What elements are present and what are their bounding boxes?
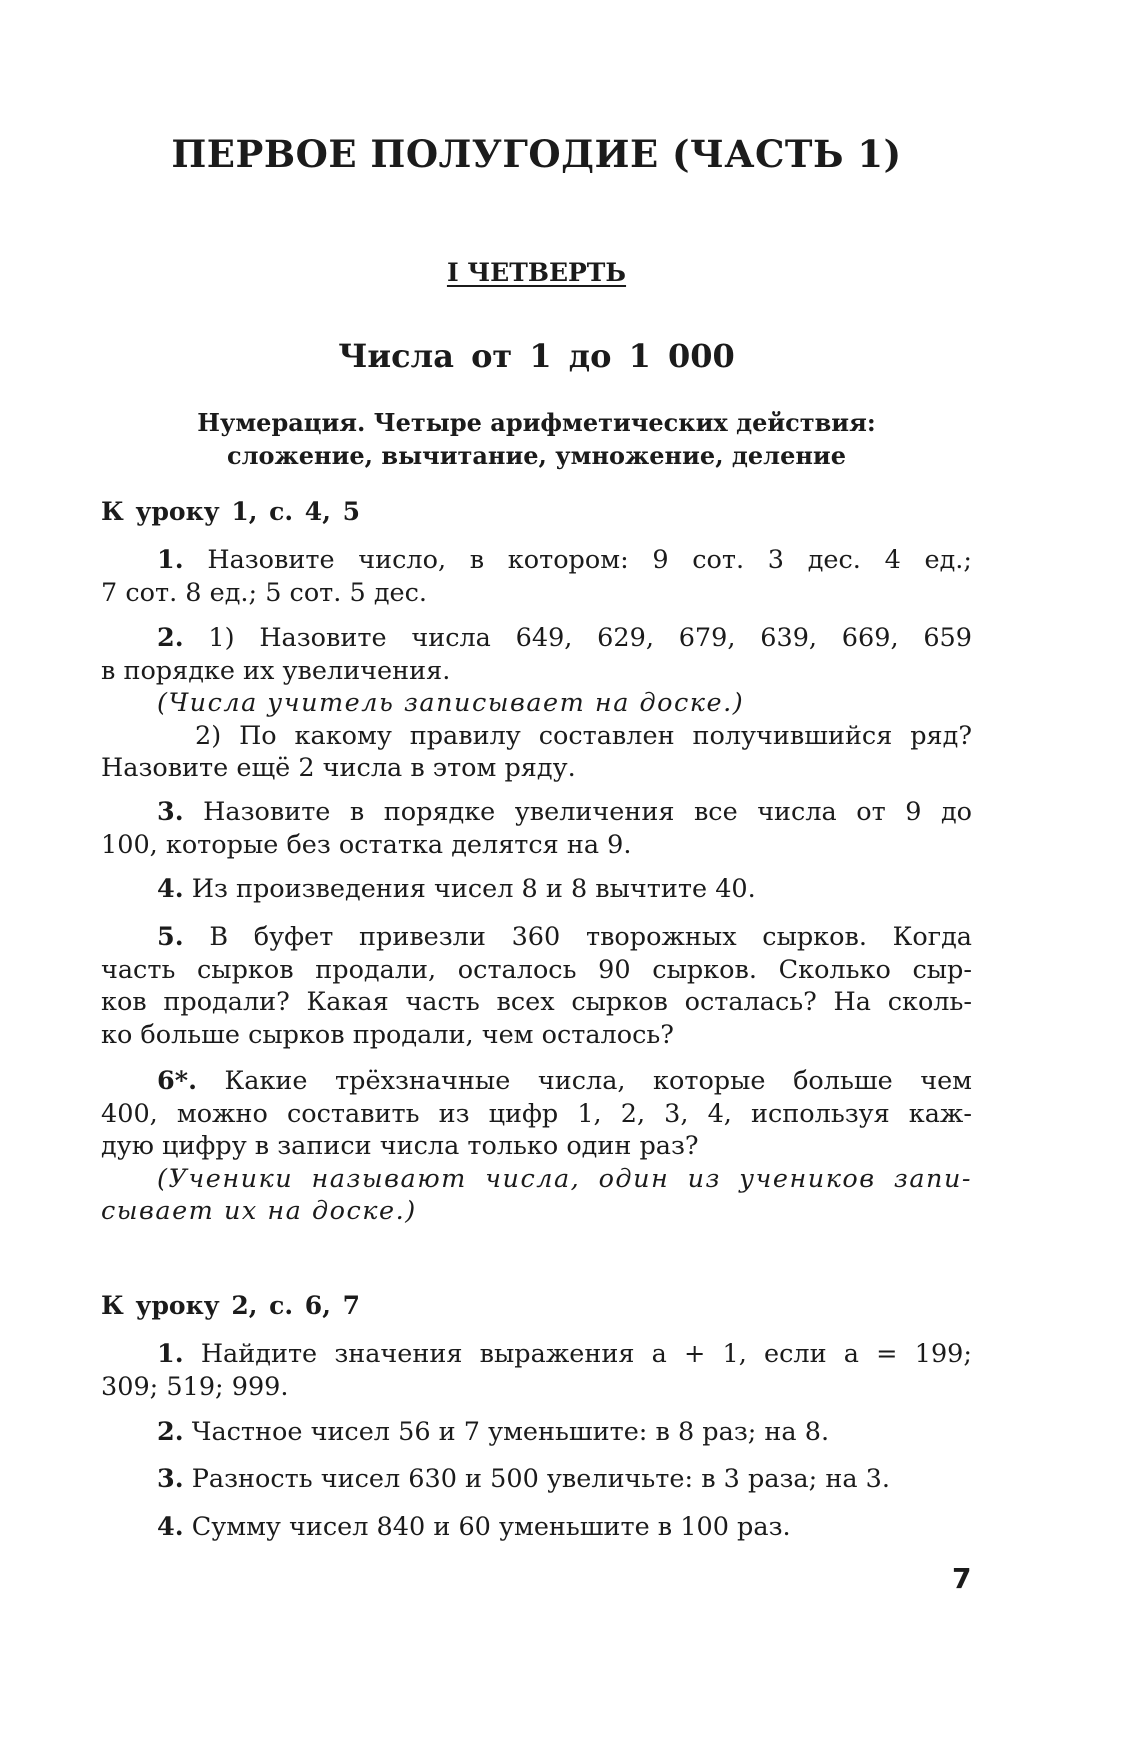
task-note: сывает их на доске.) <box>101 1196 417 1226</box>
task-line: 400, можно составить из цифр 1, 2, 3, 4, используя каж- <box>101 1098 972 1129</box>
task-number: 5. <box>157 922 184 952</box>
task-note: (Ученики называют числа, один из учеников запи- <box>157 1163 972 1194</box>
task-text: Какие трёхзначные числа, которые больше чем <box>224 1066 972 1096</box>
task-note: (Числа учитель записывает на доске.) <box>157 688 745 718</box>
task-line <box>101 1338 972 1371</box>
task-line <box>101 1511 972 1544</box>
task-line: Назовите ещё 2 числа в этом ряду. <box>101 753 576 783</box>
lesson-2-heading: К уроку 2, с. 6, 7 <box>101 1291 360 1320</box>
task-line <box>101 622 972 655</box>
task-text: Частное чисел 56 и 7 уменьшите: в 8 раз; на 8. <box>191 1417 830 1447</box>
lesson-1-task-2 <box>101 622 972 785</box>
lesson-2-task-3 <box>101 1463 972 1496</box>
task-line: дую цифру в записи числа только один раз? <box>101 1131 699 1161</box>
task-line <box>101 1065 972 1098</box>
task-line: в порядке их увеличения. <box>101 655 451 686</box>
task-text: Сумму чисел 840 и 60 уменьшите в 100 раз. <box>191 1512 791 1542</box>
lesson-1-heading: К уроку 1, с. 4, 5 <box>101 497 360 526</box>
task-number: 4. <box>157 1512 184 1542</box>
task-number: 1. <box>157 1339 184 1369</box>
task-line: ко больше сырков продали, чем осталось? <box>101 1019 674 1050</box>
quarter-label: I ЧЕТВЕРТЬ <box>446 258 627 287</box>
task-line <box>101 544 972 577</box>
task-text: Назовите число, в котором: 9 сот. 3 дес. 4 ед.; <box>207 545 973 575</box>
task-text: В буфет привезли 360 творожных сырков. Когда <box>209 922 972 952</box>
section-title: Числа от 1 до 1 000 <box>338 337 735 375</box>
task-line <box>101 873 972 906</box>
lesson-1-task-6 <box>101 1065 972 1228</box>
task-number: 3. <box>157 797 184 827</box>
task-number: 1. <box>157 545 184 575</box>
task-text: Назовите в порядке увеличения все числа от 9 до <box>203 797 972 827</box>
task-text: Найдите значения выражения а + 1, если а = 199; <box>200 1339 972 1369</box>
task-text: 1) Назовите числа 649, 629, 679, 639, 669, 659 <box>208 623 972 653</box>
lesson-1-task-4 <box>101 873 972 906</box>
task-number: 2. <box>157 1417 184 1447</box>
task-line: часть сырков продали, осталось 90 сырков. Сколько сыр- <box>101 954 972 985</box>
lesson-1-task-5 <box>101 921 972 1051</box>
task-line <box>101 796 972 829</box>
topic-heading <box>101 406 972 472</box>
task-text: Разность чисел 630 и 500 увеличьте: в 3 раза; на 3. <box>191 1464 890 1494</box>
lesson-2-task-1 <box>101 1338 972 1403</box>
task-line: 309; 519; 999. <box>101 1371 289 1402</box>
task-line: 7 сот. 8 ед.; 5 сот. 5 дес. <box>101 577 427 608</box>
lesson-2-task-4 <box>101 1511 972 1544</box>
part-title: ПЕРВОЕ ПОЛУГОДИЕ (ЧАСТЬ 1) <box>171 132 902 176</box>
task-line <box>101 921 972 954</box>
task-number: 3. <box>157 1464 184 1494</box>
topic-line-1: Нумерация. Четыре арифметических действия: <box>197 408 876 437</box>
task-line: 2) По какому правилу составлен получившийся ряд? <box>195 720 972 751</box>
task-line <box>101 1416 972 1449</box>
task-text: Из произведения чисел 8 и 8 вычтите 40. <box>191 874 756 904</box>
topic-line-2: сложение, вычитание, умножение, деление <box>227 441 846 470</box>
task-number: 2. <box>157 623 184 653</box>
task-number: 6*. <box>157 1066 197 1096</box>
task-line: ков продали? Какая часть всех сырков осталась? На сколь- <box>101 987 972 1017</box>
quarter-heading <box>101 258 972 287</box>
page-number: 7 <box>952 1562 972 1595</box>
lesson-1-task-1 <box>101 544 972 609</box>
task-number: 4. <box>157 874 184 904</box>
task-line: 100, которые без остатка делятся на 9. <box>101 829 632 860</box>
task-line <box>101 1463 972 1496</box>
lesson-2-task-2 <box>101 1416 972 1449</box>
lesson-1-task-3 <box>101 796 972 861</box>
